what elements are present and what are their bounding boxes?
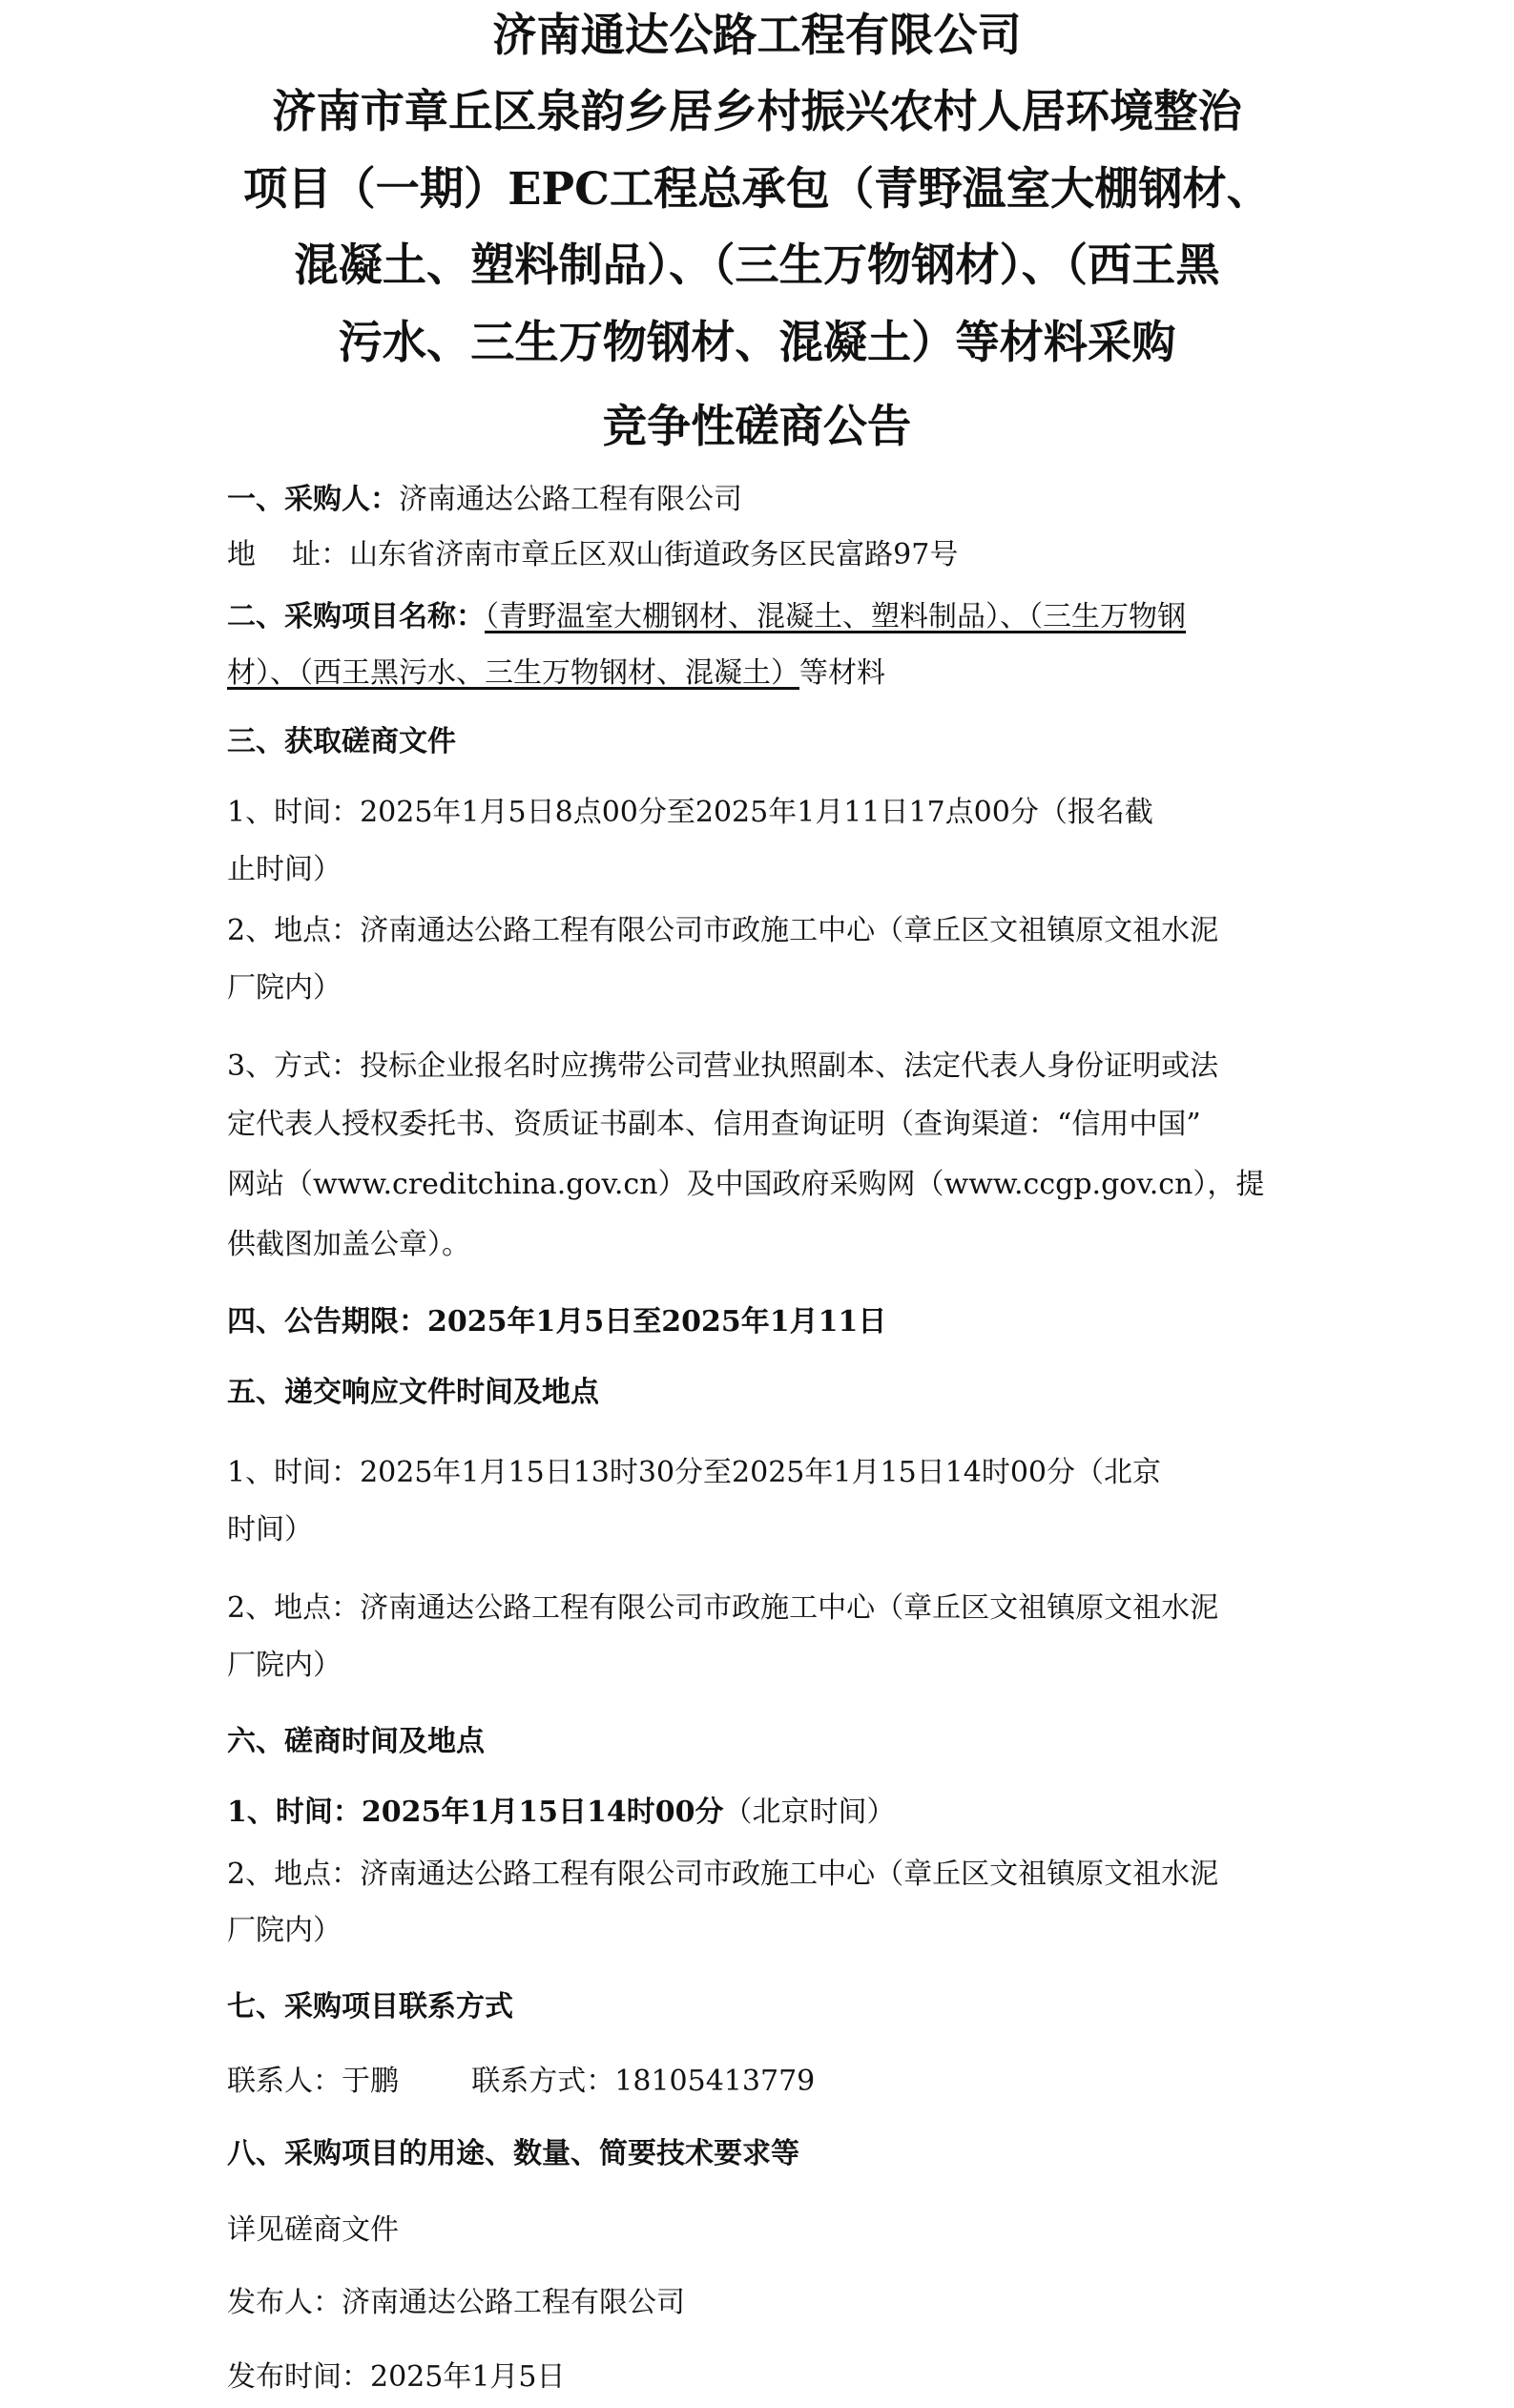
requirements-detail: 详见磋商文件 [227,2213,399,2247]
publisher-line: 发布人：济南通达公路工程有限公司 [227,2286,685,2319]
section-contact-heading: 七、采购项目联系方式 [227,1990,513,2024]
obtain-method-line-4: 供截图加盖公章）。 [227,1228,470,1261]
purchaser-heading: 一、采购人： [227,483,399,516]
negotiation-time-suffix: （北京时间） [723,1796,896,1829]
section-requirements-heading: 八、采购项目的用途、数量、简要技术要求等 [227,2137,799,2170]
obtain-method-line-1: 3、方式：投标企业报名时应携带公司营业执照副本、法定代表人身份证明或法 [227,1049,1219,1083]
negotiation-place-line-2: 厂院内） [227,1914,342,1947]
project-name-line-2 [227,654,885,693]
negotiation-time-value: 1、时间：2025年1月15日14时00分 [227,1796,724,1829]
negotiation-place-line-1: 2、地点：济南通达公路工程有限公司市政施工中心（章丘区文祖镇原文祖水泥 [227,1858,1219,1891]
purchaser-line [227,481,742,519]
notice-period-heading: 四、公告期限：2025年1月5日至2025年1月11日 [227,1305,887,1339]
announcement-title-line-2: 项目（一期）EPC工程总承包（青野温室大棚钢材、 [243,163,1271,216]
project-name-value-1: （青野温室大棚钢材、混凝土、塑料制品）、（三生万物钢 [485,600,1186,633]
submission-time-line-2: 时间） [227,1513,313,1547]
obtain-place-line-2: 厂院内） [227,971,342,1005]
obtain-time-line-1: 1、时间：2025年1月5日8点00分至2025年1月11日17点00分（报名截 [227,796,1153,829]
company-title: 济南通达公路工程有限公司 [492,10,1022,62]
obtain-place-line-1: 2、地点：济南通达公路工程有限公司市政施工中心（章丘区文祖镇原文祖水泥 [227,914,1219,947]
publish-time-line: 发布时间：2025年1月5日 [227,2360,566,2394]
announcement-title-line-5: 竞争性磋商公告 [602,401,912,453]
project-name-suffix: 等材料 [799,656,885,690]
announcement-title-line-4: 污水、三生万物钢材、混凝土）等材料采购 [338,317,1176,369]
section-submission-heading: 五、递交响应文件时间及地点 [227,1376,599,1409]
section-obtain-documents-heading: 三、获取磋商文件 [227,725,456,758]
project-name-heading: 二、采购项目名称： [227,600,485,633]
negotiation-time-line [227,1794,896,1832]
submission-time-line-1: 1、时间：2025年1月15日13时30分至2025年1月15日14时00分（北京 [227,1456,1161,1489]
obtain-time-line-2: 止时间） [227,853,342,886]
obtain-method-line-3: 网站（www.creditchina.gov.cn）及中国政府采购网（www.ccgp.gov.cn），提 [227,1168,1265,1201]
address-value: 山东省济南市章丘区双山街道政务区民富路97号 [349,538,959,571]
announcement-title-line-3: 混凝土、塑料制品）、（三生万物钢材）、（西王黑 [294,239,1220,292]
contact-line: 联系人：于鹏 联系方式：18105413779 [227,2065,816,2098]
submission-place-line-1: 2、地点：济南通达公路工程有限公司市政施工中心（章丘区文祖镇原文祖水泥 [227,1591,1219,1625]
obtain-method-line-2: 定代表人授权委托书、资质证书副本、信用查询证明（查询渠道：“信用中国” [227,1108,1201,1141]
project-name-line-1 [227,598,1186,636]
announcement-title-line-1: 济南市章丘区泉韵乡居乡村振兴农村人居环境整治 [272,86,1242,138]
address-label: 地 址： [227,538,350,571]
submission-place-line-2: 厂院内） [227,1649,342,1682]
purchaser-value: 济南通达公路工程有限公司 [399,483,742,516]
address-line [227,536,958,574]
project-name-value-2: 材）、（西王黑污水、三生万物钢材、混凝土） [227,656,799,690]
section-negotiation-heading: 六、磋商时间及地点 [227,1725,485,1758]
